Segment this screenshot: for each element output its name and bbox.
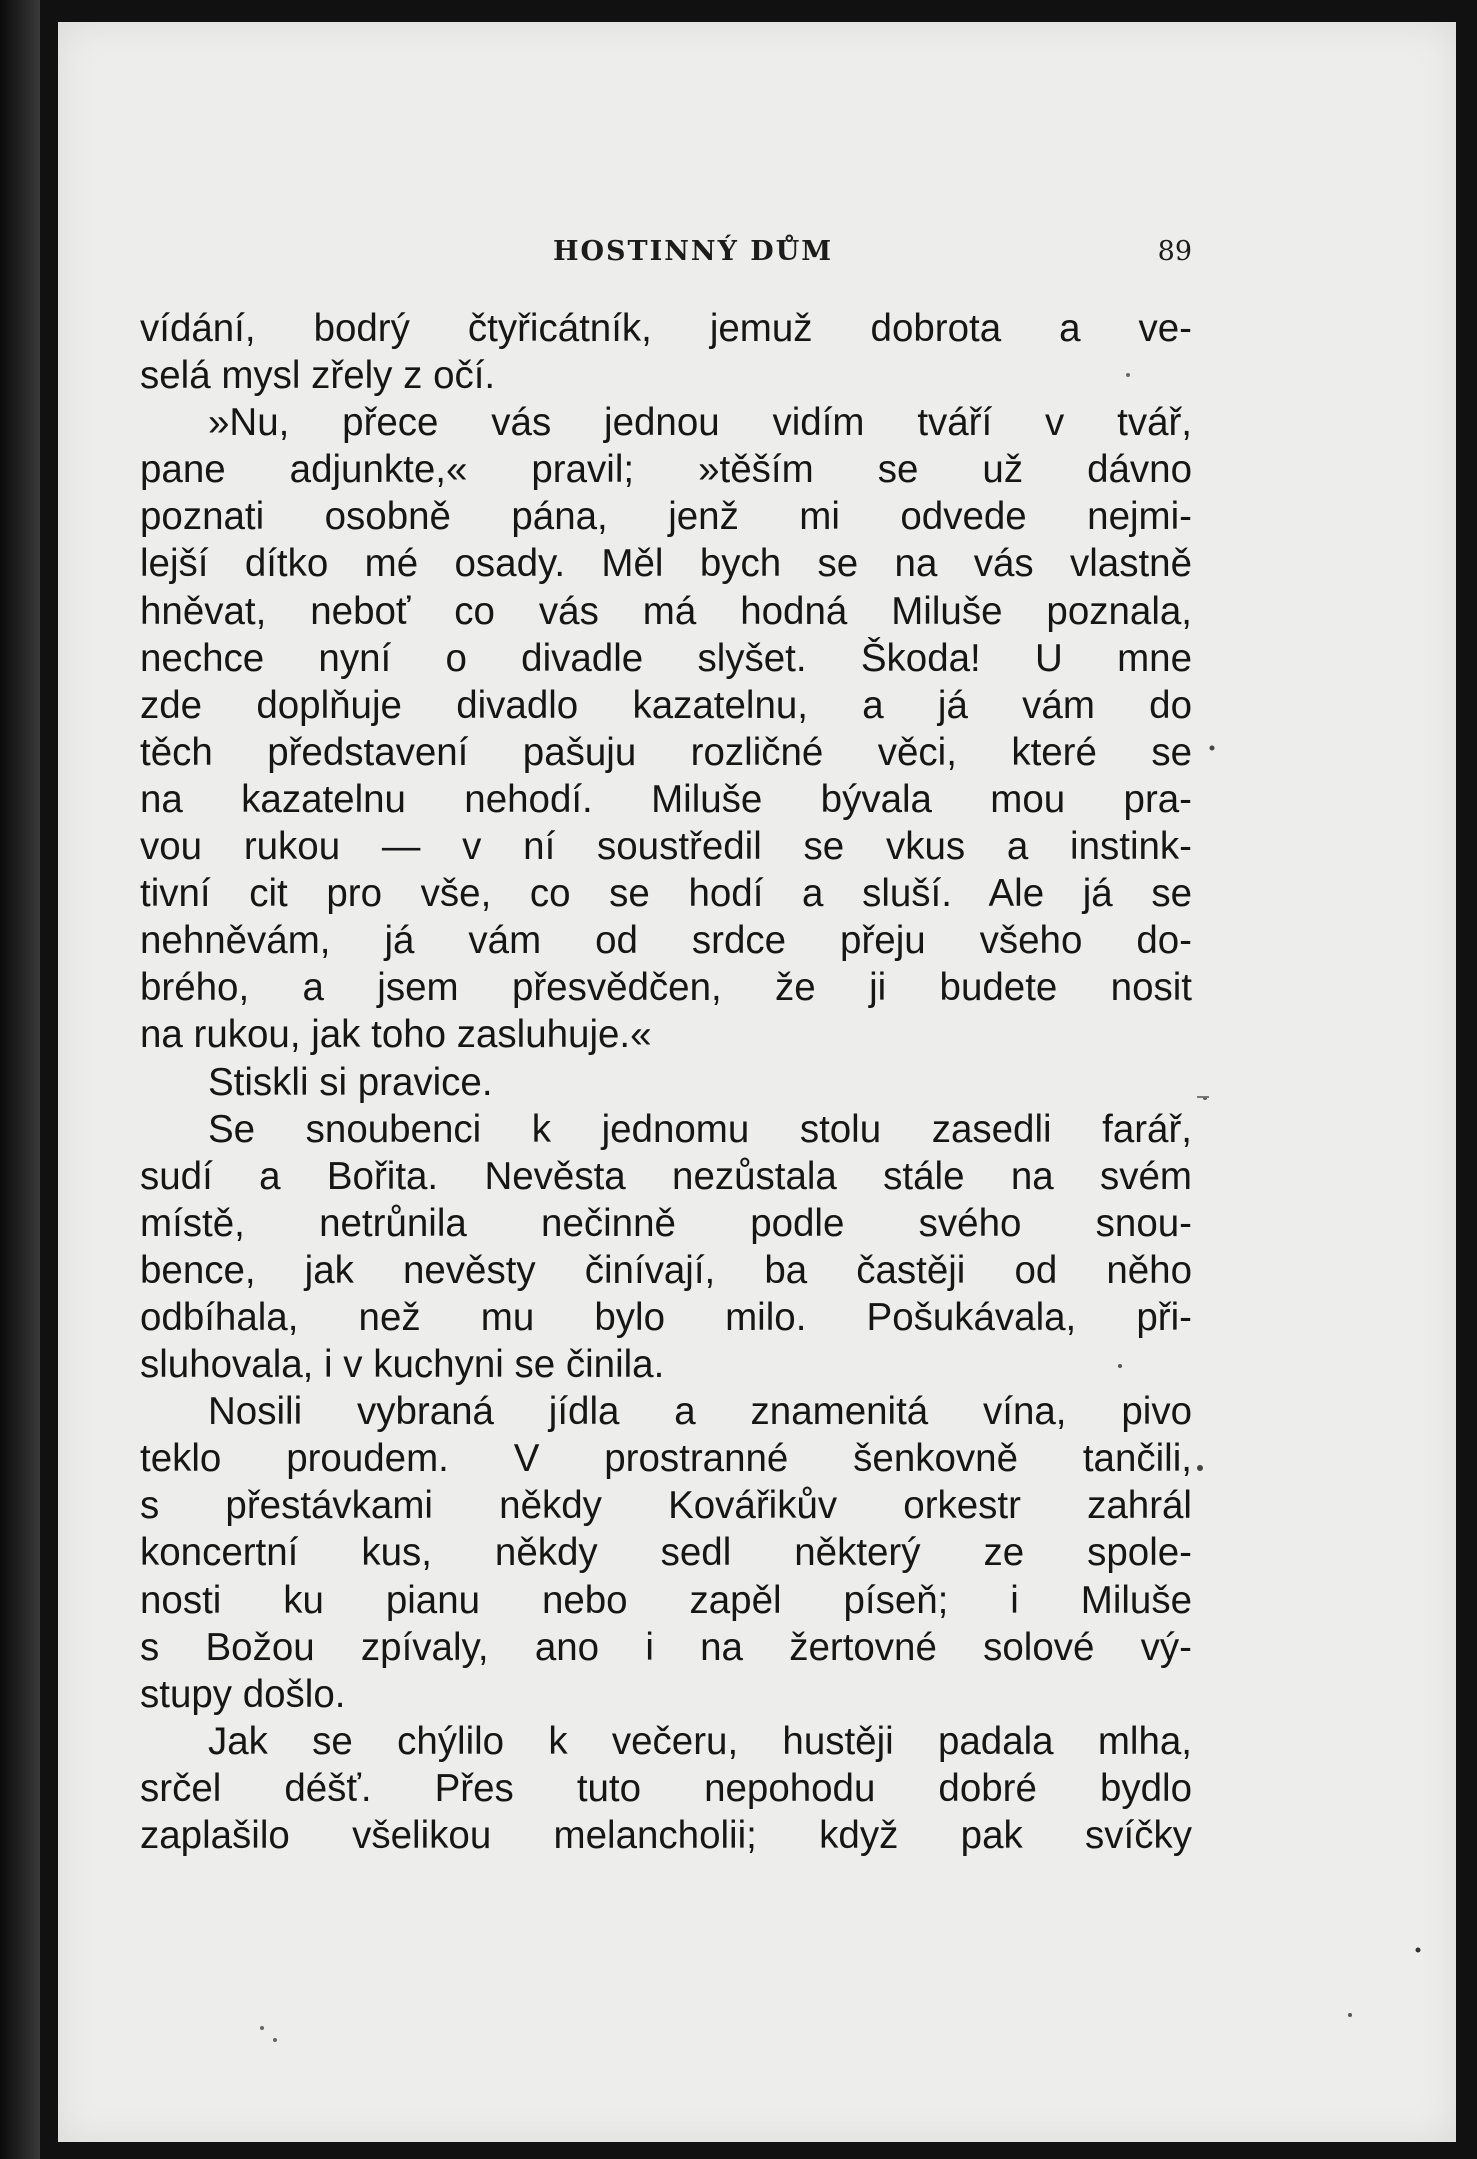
text-line: tivní cit pro vše, co se hodí a sluší. Ale já se xyxy=(140,872,1192,916)
text-line: selá mysl zřely z očí. xyxy=(140,354,496,398)
text-line: zde doplňuje divadlo kazatelnu, a já vám do xyxy=(140,683,1192,727)
text-line: vou rukou — v ní soustředil se vkus a instink- xyxy=(140,825,1192,869)
page-number: 89 xyxy=(1157,236,1192,267)
text-line: těch představení pašuju rozličné věci, které se xyxy=(140,730,1192,774)
text-line: koncertní kus, někdy sedl některý ze spole- xyxy=(140,1531,1192,1575)
running-head xyxy=(140,232,1192,272)
text-line: vídání, bodrý čtyřicátník, jemuž dobrota a ve- xyxy=(140,307,1192,350)
text-line: teklo proudem. V prostranné šenkovně tančili, xyxy=(140,1437,1192,1481)
book-binding-edge xyxy=(0,0,40,2159)
text-line: s Božou zpívaly, ano i na žertovné solové vý- xyxy=(140,1625,1192,1669)
text-line: nehněvám, já vám od srdce přeju všeho do- xyxy=(140,919,1192,963)
text-line: s přestávkami někdy Kovářikův orkestr zahrál xyxy=(140,1484,1192,1528)
text-line: »Nu, přece vás jednou vidím tváří v tvář, xyxy=(208,401,1192,445)
body-text xyxy=(140,305,1192,1859)
text-line: pane adjunkte,« pravil; »těším se už dávno xyxy=(140,448,1192,492)
text-line: sudí a Bořita. Nevěsta nezůstala stále na svém xyxy=(140,1154,1192,1198)
text-line: na rukou, jak toho zasluhuje.« xyxy=(140,1013,652,1057)
text-line: sluhovala, i v kuchyni se činila. xyxy=(140,1343,665,1387)
text-line: místě, netrůnila nečinně podle svého snou- xyxy=(140,1201,1192,1245)
text-line: nosti ku pianu nebo zapěl píseň; i Miluše xyxy=(140,1578,1192,1622)
text-line: poznati osobně pána, jenž mi odvede nejmi- xyxy=(140,495,1192,539)
text-line: zaplašilo všelikou melancholii; když pak svíčky xyxy=(140,1814,1192,1857)
text-line: lejší dítko mé osady. Měl bych se na vás vlastně xyxy=(140,542,1192,586)
text-line: Jak se chýlilo k večeru, hustěji padala mlha, xyxy=(208,1719,1192,1763)
text-line: Nosili vybraná jídla a znamenitá vína, pivo xyxy=(208,1390,1192,1434)
text-line: brého, a jsem přesvědčen, že ji budete nosit xyxy=(140,966,1192,1010)
text-line: Se snoubenci k jednomu stolu zasedli farář, xyxy=(208,1107,1192,1151)
text-line: bence, jak nevěsty činívají, ba častěji od něho xyxy=(140,1248,1192,1292)
text-line: hněvat, neboť co vás má hodná Miluše poznala, xyxy=(140,589,1192,633)
text-line: srčel déšť. Přes tuto nepohodu dobré bydlo xyxy=(140,1766,1192,1810)
text-line: na kazatelnu nehodí. Miluše bývala mou pra- xyxy=(140,777,1192,821)
text-line: odbíhala, než mu bylo milo. Pošukávala, při- xyxy=(140,1295,1192,1339)
text-line: stupy došlo. xyxy=(140,1672,346,1716)
text-line: Stiskli si pravice. xyxy=(208,1060,493,1104)
running-title: HOSTINNÝ DŮM xyxy=(553,236,834,267)
text-line: nechce nyní o divadle slyšet. Škoda! U mne xyxy=(140,636,1192,680)
